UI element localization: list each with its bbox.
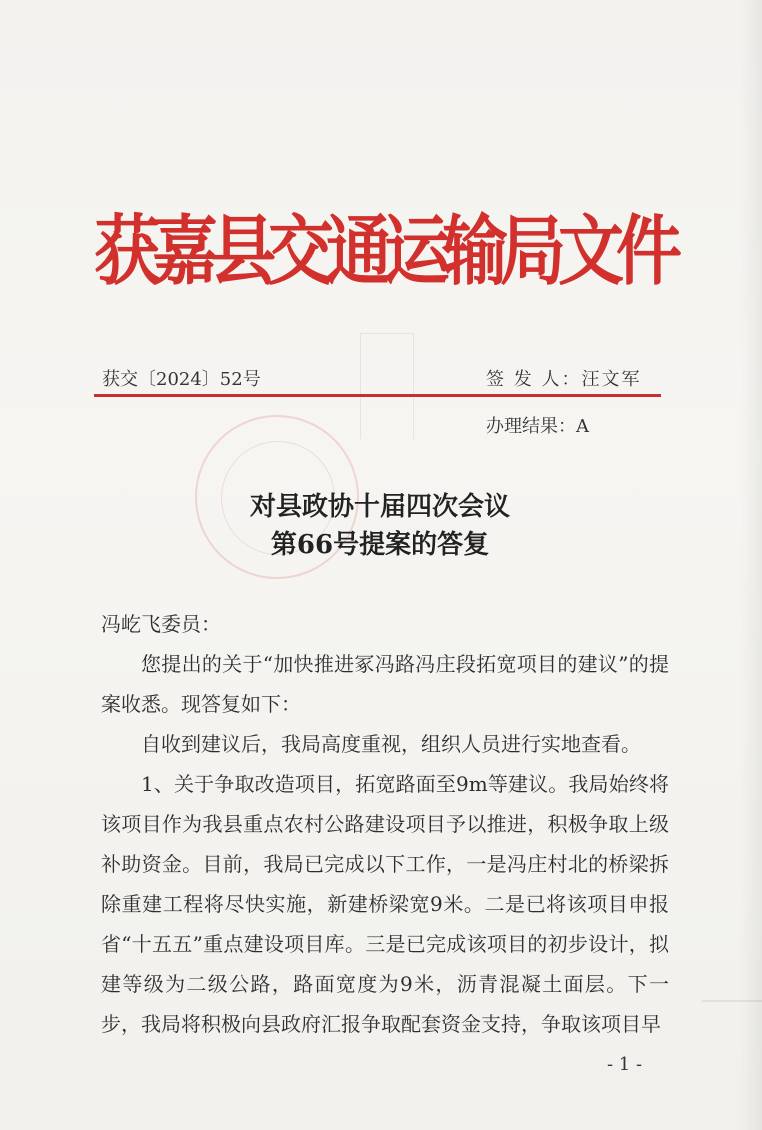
- document-header-title: 获嘉县交通运输局文件: [94, 206, 674, 297]
- reply-title: [150, 488, 610, 564]
- handling-result: 办理结果：A: [486, 416, 589, 437]
- paper-fold: [702, 1000, 762, 1002]
- body-paragraph: 1、关于争取改造项目，拓宽路面至9m等建议。我局始终将该项目作为我县重点农村公路建设项目予以推进，积极争取上级补助资金。目前，我局已完成以下工作，一是冯庄村北的桥梁拆除重建工程将尽快实施，新建桥梁宽9米。二是已将该项目申报省“十五五”重点建设项目库。三是已完成该项目的初步设计，拟建等级为二级公路，路面宽度为9米，沥青混凝土面层。下一步，我局将积极向县政府汇报争取配套资金支持，争取该项目早: [101, 772, 669, 1036]
- page-number: - 1 -: [607, 1054, 643, 1075]
- body-paragraph: 您提出的关于“加快推进冢冯路冯庄段拓宽项目的建议”的提案收悉。现答复如下：: [101, 652, 669, 716]
- page-shadow: [740, 0, 762, 1130]
- reply-title-line-2: 第66号提案的答复: [270, 530, 490, 560]
- body-paragraph: 自收到建议后，我局高度重视，组织人员进行实地查看。: [141, 732, 641, 756]
- salutation: 冯屹飞委员：: [101, 612, 221, 636]
- body-text: [101, 644, 669, 1044]
- document-number: 获交〔2024〕52号: [102, 369, 261, 390]
- faint-stamp-mark: [360, 333, 414, 439]
- reply-title-line-1: 对县政协十届四次会议: [249, 492, 510, 522]
- document-signer: 签 发 人：汪文军: [486, 369, 642, 390]
